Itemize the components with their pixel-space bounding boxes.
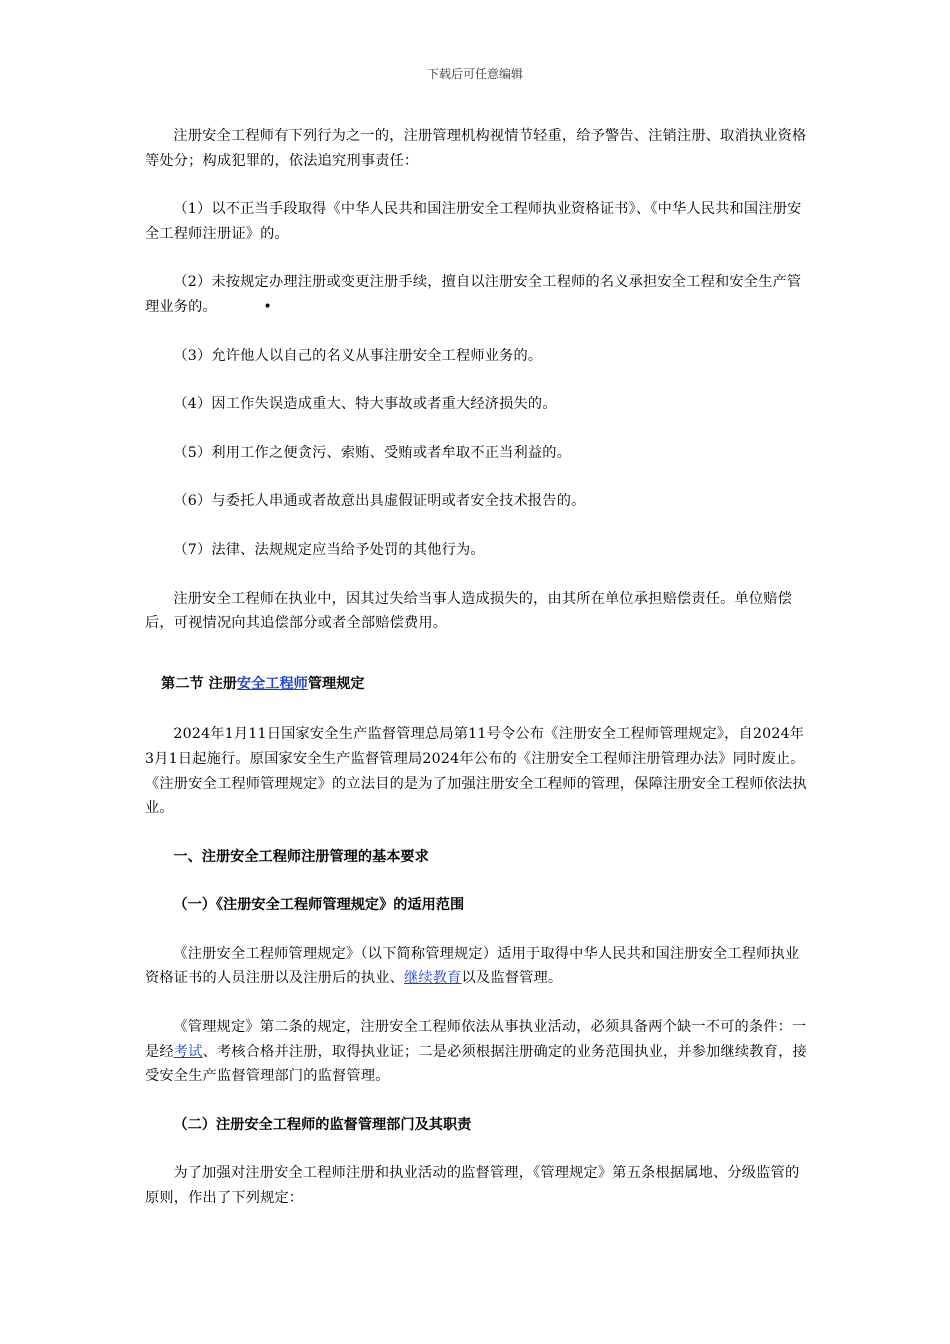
intro-paragraph: 注册安全工程师有下列行为之一的，注册管理机构视情节轻重，给予警告、注销注册、取消执业资格等处分；构成犯罪的，依法追究刑事责任： xyxy=(145,128,807,169)
continuing-education-link[interactable]: 继续教育 xyxy=(403,970,462,987)
heading-supervision: （二）注册安全工程师的监督管理部门及其职责 xyxy=(173,1116,472,1133)
stray-bullet: • xyxy=(263,298,272,315)
scope-text-before: 《注册安全工程师管理规定》（以下简称管理规定）适用于取得中华人民共和国注册安全工程师执业资格证书的人员注册以及注册后的执业、 xyxy=(145,945,800,987)
article-2-text-before: 《管理规定》第二条的规定，注册安全工程师依法从事执业活动，必须具备两个缺一不可的条件：一是经 xyxy=(145,1019,807,1060)
scope-text-after: 以及监督管理。 xyxy=(461,970,563,987)
exam-link[interactable]: 考试 xyxy=(173,1043,203,1060)
heading-scope: （一）《注册安全工程师管理规定》的适用范围 xyxy=(173,897,465,914)
list-item-3: （3）允许他人以自己的名义从事注册安全工程师业务的。 xyxy=(173,347,543,364)
article-2-paragraph xyxy=(145,1015,810,1089)
compensation-paragraph: 注册安全工程师在执业中，因其过失给当事人造成损失的，由其所在单位承担赔偿责任。单位赔偿后，可视情况向其追偿部分或者全部赔偿费用。 xyxy=(145,590,793,632)
page-header: 下载后可任意编辑 xyxy=(426,67,523,81)
safety-engineer-link[interactable]: 安全工程师 xyxy=(236,675,308,692)
article-2-text-after: 、考核合格并注册，取得执业证；二是必须根据注册确定的业务范围执业，并参加继续教育，接受安全生产监督管理部门的监督管理。 xyxy=(145,1043,807,1085)
section-2-suffix: 管理规定 xyxy=(307,675,365,692)
list-item-4: （4）因工作失误造成重大、特大事故或者重大经济损失的。 xyxy=(173,396,557,413)
document-body xyxy=(145,124,810,1211)
list-item-1: （1）以不正当手段取得《中华人民共和国注册安全工程师执业资格证书》、《中华人民共和国注册安全工程师注册证》的。 xyxy=(145,201,802,242)
section-2-paragraph: 2024年1月11日国家安全生产监督管理总局第11号令公布《注册安全工程师管理规定》，自2024年3月1日起施行。原国家安全生产监督管理局2024年公布的《注册安全工程师注册管理办法》同时废止。《注册安全工程师管理规定》的立法目的是为了加强注册安全工程师的管理，保障注册安全工程师依法执业。 xyxy=(145,726,807,817)
list-item-6: （6）与委托人串通或者故意出具虚假证明或者安全技术报告的。 xyxy=(173,493,586,510)
heading-basic-requirements: 一、注册安全工程师注册管理的基本要求 xyxy=(173,848,429,865)
section-2-prefix: 第二节 注册 xyxy=(161,675,237,692)
scope-paragraph xyxy=(145,942,810,991)
section-2-heading xyxy=(145,672,810,697)
list-item-2-text: （2）未按规定办理注册或变更注册手续，擅自以注册安全工程师的名义承担安全工程和安全生产管理业务的。 xyxy=(145,274,802,315)
list-item-2 xyxy=(145,270,810,319)
list-item-5: （5）利用工作之便贪污、索贿、受贿或者牟取不正当利益的。 xyxy=(173,444,572,461)
list-item-7: （7）法律、法规规定应当给予处罚的其他行为。 xyxy=(173,541,485,558)
article-5-paragraph: 为了加强对注册安全工程师注册和执业活动的监督管理，《管理规定》第五条根据属地、分级监管的原则，作出了下列规定： xyxy=(145,1165,800,1207)
